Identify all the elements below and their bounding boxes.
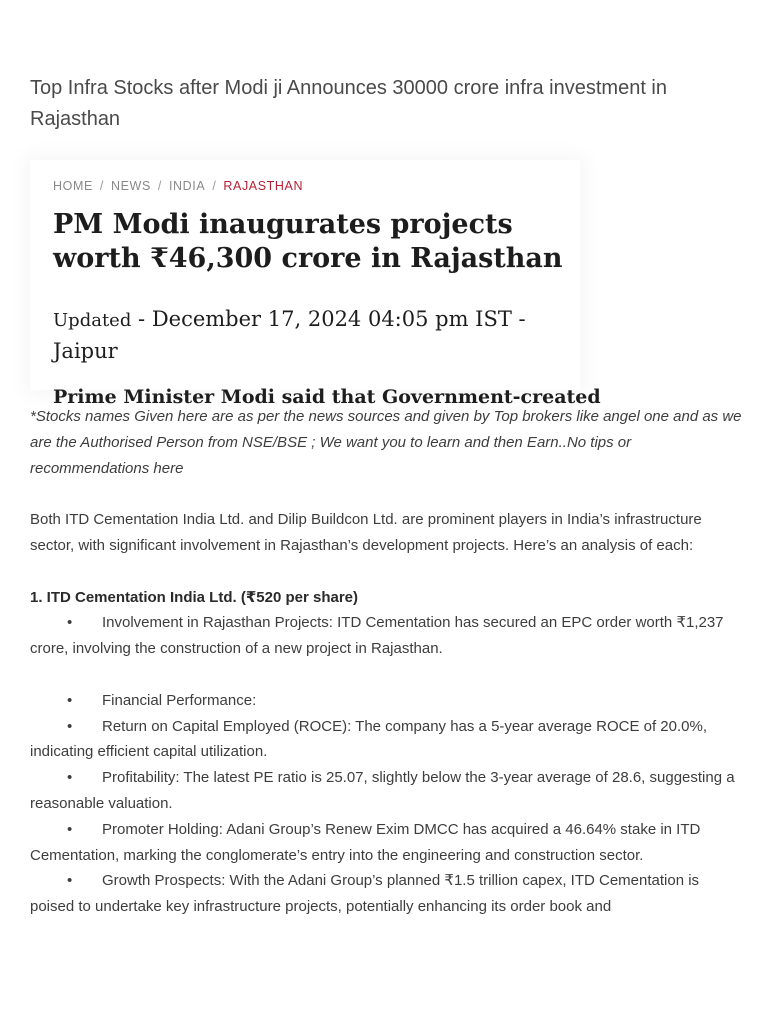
article-cut-off-text: Prime Minister Modi said that Government-created (53, 386, 601, 408)
bullet-item (30, 688, 742, 714)
breadcrumb-india: INDIA (168, 179, 206, 193)
breadcrumb-separator: / (99, 179, 104, 193)
bullet-text: Financial Performance: (102, 691, 257, 709)
bullet-text: Profitability: The latest PE ratio is 25.07, slightly below the 3-year average of 28.6, suggesting a reasonable valuation. (30, 769, 735, 812)
post-title: Top Infra Stocks after Modi ji Announces 30000 crore infra investment in Rajasthan (30, 77, 668, 130)
section-heading-itd: 1. ITD Cementation India Ltd. (₹520 per share) (30, 588, 359, 606)
disclaimer-text: *Stocks names Given here are as per the news sources and given by Top brokers like angel one and as we are the Authorised Person from NSE/BSE ; We want you to learn and then Earn..No tips or recommendations here (30, 408, 742, 477)
bullet-item (30, 868, 742, 920)
breadcrumb-separator: / (212, 179, 217, 193)
post-content (30, 404, 742, 920)
breadcrumb-separator: / (157, 179, 162, 193)
embedded-article-screenshot (30, 160, 601, 408)
bullet-dot: • (67, 820, 73, 838)
bullet-item (30, 714, 742, 766)
bullet-text: Involvement in Rajasthan Projects: ITD Cementation has secured an EPC order worth ₹1,237 crore, involving the construction of a new project in Rajasthan. (30, 614, 724, 658)
bullet-text: Return on Capital Employed (ROCE): The company has a 5-year average ROCE of 20.0%, indicating efficient capital utilization. (30, 717, 708, 761)
article-meta (53, 304, 563, 367)
bullet-dot: • (67, 691, 73, 709)
bullet-text: Growth Prospects: With the Adani Group’s planned ₹1.5 trillion capex, ITD Cementation is poised to undertake key infrastructure projects, potentially enhancing its order book and (30, 872, 700, 916)
bullet-text: Promoter Holding: Adani Group’s Renew Exim DMCC has acquired a 46.64% stake in ITD Cementation, marking the conglomerate’s entry into the engineering and construction sector. (30, 820, 701, 864)
bullet-item (30, 610, 742, 662)
updated-label: Updated (53, 310, 132, 331)
breadcrumb-rajasthan: RAJASTHAN (223, 179, 304, 193)
intro-paragraph: Both ITD Cementation India Ltd. and Dilip Buildcon Ltd. are prominent players in India’s infrastructure sector, with significant involvement in Rajasthan’s development projects. Here’s an analysis of each: (30, 511, 702, 554)
breadcrumb-home: HOME (53, 179, 93, 193)
breadcrumb (53, 179, 303, 193)
breadcrumb-news: NEWS (110, 179, 151, 193)
updated-value: - December 17, 2024 04:05 pm IST - Jaipur (53, 307, 526, 363)
bullet-dot: • (67, 872, 73, 890)
article-headline: PM Modi inaugurates projects worth ₹46,300 crore in Rajasthan (53, 209, 563, 274)
bullet-item (30, 765, 742, 817)
bullet-item (30, 817, 742, 869)
bullet-dot: • (67, 614, 73, 632)
bullet-dot: • (67, 769, 73, 787)
bullet-dot: • (67, 717, 73, 735)
